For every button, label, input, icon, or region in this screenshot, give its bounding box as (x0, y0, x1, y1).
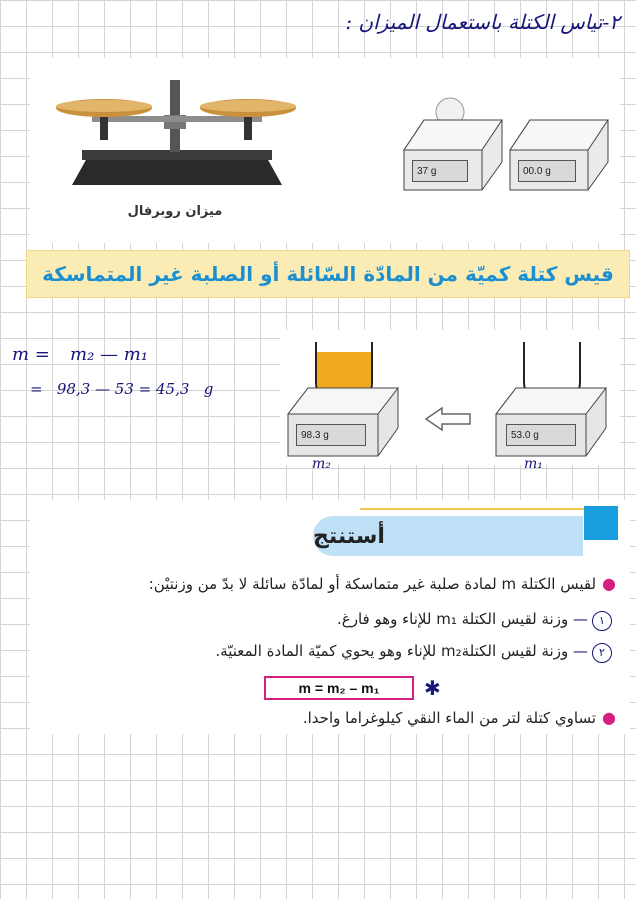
circled-number-2: ٢ (592, 643, 612, 663)
left-arrow-icon (424, 406, 472, 432)
header-note: ٢-تياس الكتلة باستعمال الميزان : (345, 10, 620, 34)
label-m1: m₁ (524, 456, 543, 472)
section-banner-title: قيس كتلة كميّة من المادّة السّائلة أو الصلبة غير المتماسكة (26, 250, 630, 298)
label-m2: m₂ (312, 456, 331, 472)
calc-line2: = 98,3 — 53 = 45,3 g (30, 380, 214, 398)
bullet-icon: ● (602, 708, 616, 727)
conclusion-line-1: ●لقيس الكتلة m لمادة صلبة غير متماسكة أو لمادّة سائلة لا بدّ من وزنتيْن: (148, 574, 616, 593)
conclusion-line-2: ١— وزنة لقيس الكتلة m₁ للإناء وهو فارغ. (337, 610, 612, 631)
conclusion-line-4: ●تساوي كتلة لتر من الماء النقي كيلوغراما واحدا. (302, 708, 616, 727)
scale-display-37g: 37 g (412, 160, 468, 182)
formula-box: m = m₂ – m₁ (264, 676, 414, 700)
calc-line1-rhs: m₂ — m₁ (70, 344, 149, 365)
conclusion-accent-line (360, 508, 584, 510)
scale-display-98-3g: 98.3 g (296, 424, 366, 446)
conclusion-title: أستنتج (313, 516, 583, 556)
star-mark: ✱ (424, 676, 441, 700)
conclusion-line-3: ٢— وزنة لقيس الكتلةm₂ للإناء وهو يحوي كميّة المادة المعنيّة. (215, 642, 612, 663)
scale-display-00g: 00.0 g (518, 160, 576, 182)
roberval-balance-image (52, 70, 302, 195)
circled-number-1: ١ (592, 611, 612, 631)
conclusion-square-icon (584, 506, 618, 540)
bullet-icon: ● (602, 574, 616, 593)
balance-caption: ميزان روبرفال (127, 204, 223, 219)
calc-line1-lhs: m = (12, 344, 50, 365)
scale-display-53g: 53.0 g (506, 424, 576, 446)
